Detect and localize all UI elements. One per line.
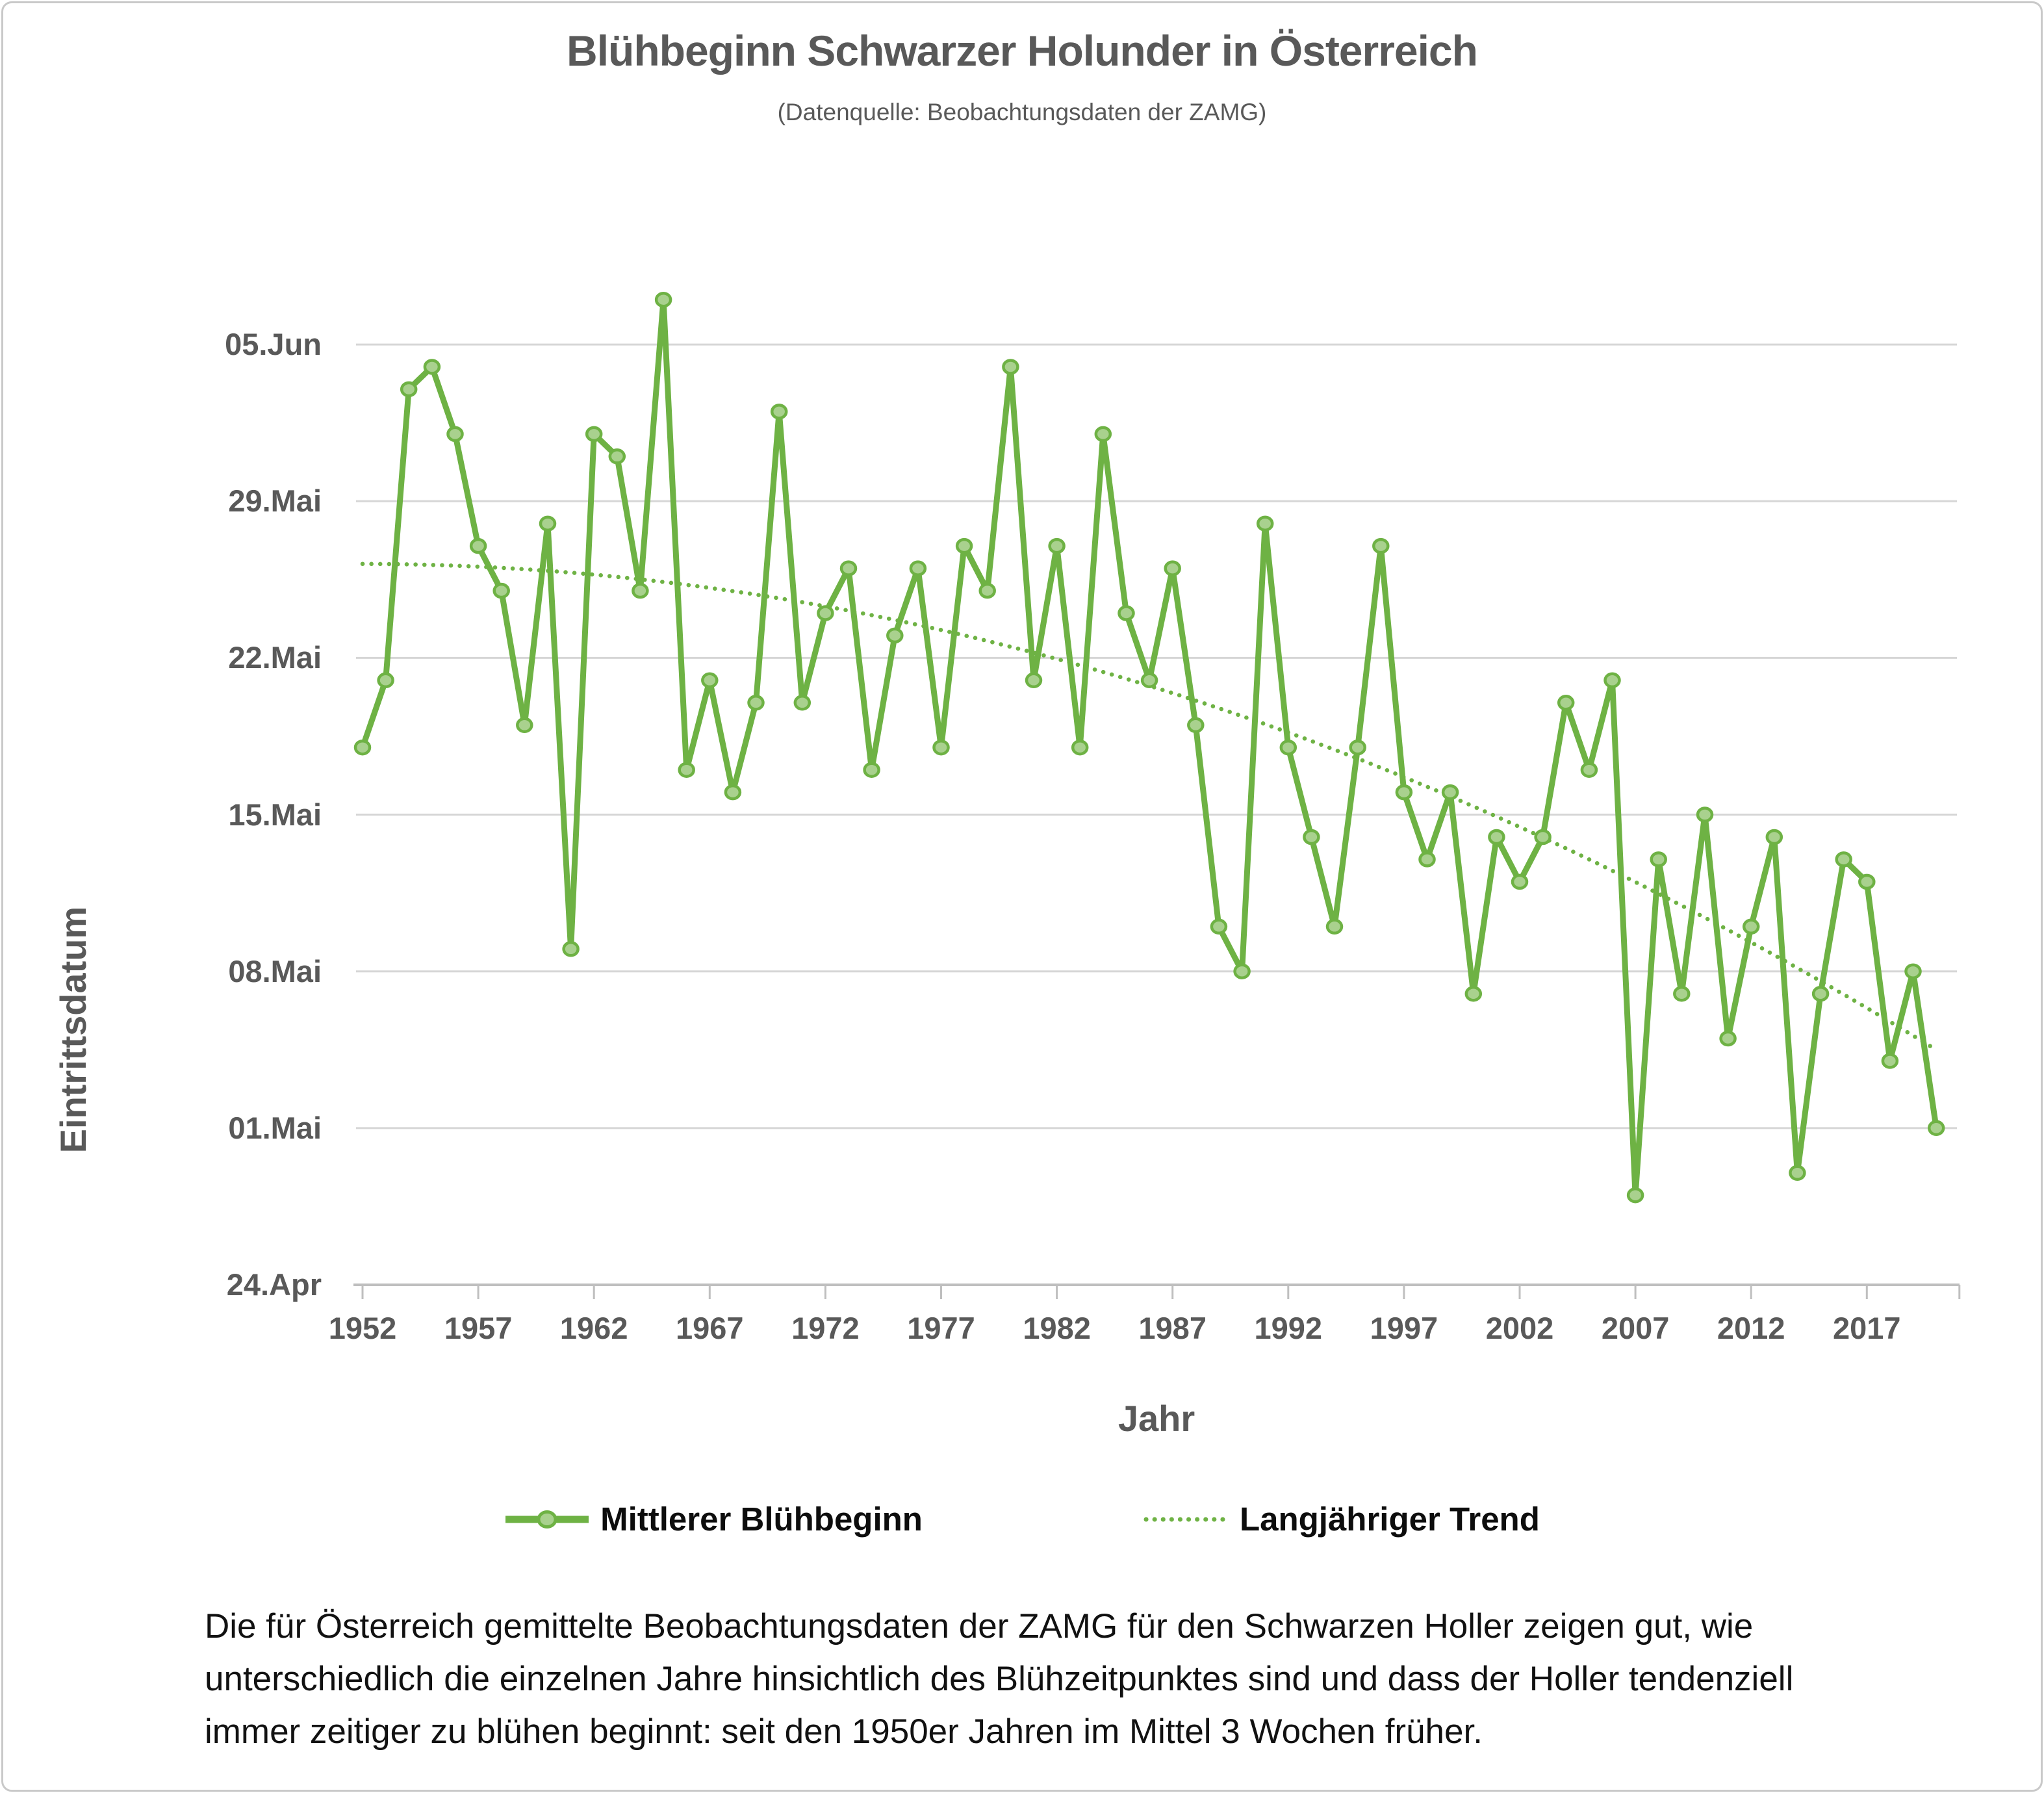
data-point-marker: [1513, 875, 1527, 888]
data-point-marker: [494, 584, 509, 597]
dotted-line-swatch: [1143, 1506, 1229, 1532]
data-point-marker: [1536, 831, 1550, 844]
data-point-marker: [379, 674, 393, 687]
data-point-marker: [1327, 920, 1342, 933]
data-point-marker: [1142, 674, 1156, 687]
y-tick-label: 05.Jun: [225, 327, 322, 362]
x-tick-label: 1972: [791, 1311, 860, 1345]
data-point-marker: [795, 696, 810, 709]
y-axis-title: Eintrittsdatum: [53, 906, 94, 1154]
y-tick-label: 08.Mai: [228, 953, 322, 988]
data-point-marker: [1652, 853, 1666, 866]
legend-label: Langjähriger Trend: [1239, 1501, 1540, 1538]
data-point-marker: [911, 562, 925, 575]
data-point-marker: [1466, 987, 1481, 1000]
data-point-marker: [1628, 1189, 1642, 1202]
x-tick-label: 1952: [328, 1311, 397, 1345]
x-tick-label: 2017: [1833, 1311, 1901, 1345]
data-point-marker: [841, 562, 856, 575]
x-tick-label: 1987: [1138, 1311, 1207, 1345]
data-point-marker: [1212, 920, 1226, 933]
data-point-marker: [726, 786, 740, 799]
caption-text: [205, 1600, 1998, 1758]
data-point-marker: [1859, 875, 1874, 888]
data-point-marker: [656, 293, 671, 306]
data-point-marker: [1420, 853, 1435, 866]
data-point-marker: [1188, 719, 1203, 732]
data-point-marker: [1929, 1122, 1943, 1135]
data-point-marker: [1281, 741, 1296, 754]
data-point-marker: [1883, 1055, 1897, 1068]
data-point-marker: [1166, 562, 1180, 575]
legend-entry-bluehbeginn: [504, 1500, 923, 1538]
data-point-marker: [1698, 808, 1712, 821]
x-tick-label: 2007: [1601, 1311, 1670, 1345]
data-point-marker: [517, 719, 531, 732]
x-tick-label: 1957: [444, 1311, 513, 1345]
solid-line-marker-swatch: [504, 1506, 590, 1532]
data-point-marker: [1767, 831, 1782, 844]
data-point-marker: [564, 942, 578, 955]
data-point-marker: [1397, 786, 1411, 799]
y-tick-label: 24.Apr: [226, 1267, 322, 1302]
data-point-marker: [888, 629, 902, 642]
caption-line-3: immer zeitiger zu blühen beginnt: seit den 1950er Jahren im Mittel 3 Wochen früher.: [205, 1712, 1483, 1751]
data-point-marker: [1443, 786, 1457, 799]
y-tick-label: 15.Mai: [228, 797, 322, 832]
data-point-marker: [1304, 831, 1318, 844]
data-point-marker: [1351, 741, 1365, 754]
data-point-marker: [1073, 741, 1087, 754]
x-tick-label: 1992: [1254, 1311, 1323, 1345]
data-point-marker: [1003, 361, 1017, 374]
data-point-marker: [1559, 696, 1573, 709]
data-point-marker: [1906, 965, 1921, 978]
x-tick-label: 1997: [1370, 1311, 1438, 1345]
data-point-marker: [1721, 1032, 1735, 1045]
data-point-marker: [1373, 539, 1388, 552]
data-point-marker: [471, 539, 485, 552]
x-axis-title: Jahr: [1118, 1398, 1195, 1439]
data-point-marker: [1489, 831, 1503, 844]
data-point-marker: [610, 450, 624, 463]
data-point-marker: [448, 428, 463, 441]
data-point-marker: [587, 428, 601, 441]
data-point-marker: [1582, 764, 1596, 777]
chart-legend: [0, 1500, 2044, 1538]
data-point-marker: [1605, 674, 1620, 687]
chart-subtitle: (Datenquelle: Beobachtungsdaten der ZAMG): [777, 99, 1267, 125]
data-point-marker: [680, 764, 694, 777]
data-point-marker: [355, 741, 370, 754]
data-point-marker: [1744, 920, 1758, 933]
data-point-marker: [980, 584, 995, 597]
y-tick-label: 01.Mai: [228, 1110, 322, 1145]
data-point-marker: [402, 383, 416, 396]
data-point-marker: [633, 584, 647, 597]
data-point-marker: [1258, 517, 1272, 530]
data-point-marker: [1050, 539, 1064, 552]
data-point-marker: [1027, 674, 1041, 687]
x-tick-label: 2002: [1485, 1311, 1554, 1345]
data-point-marker: [1790, 1167, 1804, 1180]
x-tick-label: 1967: [676, 1311, 744, 1345]
data-point-marker: [1235, 965, 1249, 978]
data-point-marker: [425, 361, 439, 374]
y-tick-label: 29.Mai: [228, 484, 322, 519]
x-tick-label: 1977: [907, 1311, 975, 1345]
data-point-marker: [957, 539, 971, 552]
data-point-marker: [818, 607, 832, 620]
trend-line: [363, 564, 1936, 1050]
x-tick-label: 1962: [559, 1311, 628, 1345]
legend-label: Mittlerer Blühbeginn: [600, 1501, 923, 1538]
caption-line-2: unterschiedlich die einzelnen Jahre hinsichtlich des Blühzeitpunktes sind und dass der Holler tendenziell: [205, 1660, 1794, 1698]
data-point-marker: [702, 674, 717, 687]
caption-line-1: Die für Österreich gemittelte Beobachtungsdaten der ZAMG für den Schwarzen Holler zeigen gut, wie: [205, 1607, 1754, 1645]
data-point-marker: [1837, 853, 1851, 866]
data-point-marker: [1119, 607, 1134, 620]
y-tick-label: 22.Mai: [228, 640, 322, 675]
data-point-marker: [749, 696, 763, 709]
x-tick-label: 1982: [1023, 1311, 1091, 1345]
data-point-marker: [541, 517, 555, 530]
data-point-marker: [1096, 428, 1110, 441]
data-point-marker: [772, 405, 786, 418]
x-tick-label: 2012: [1717, 1311, 1785, 1345]
data-point-marker: [865, 764, 879, 777]
chart-title: Blühbeginn Schwarzer Holunder in Österreich: [567, 27, 1477, 75]
data-point-marker: [934, 741, 949, 754]
legend-entry-trend: [1143, 1500, 1540, 1538]
data-point-marker: [1674, 987, 1689, 1000]
data-point-marker: [1813, 987, 1828, 1000]
